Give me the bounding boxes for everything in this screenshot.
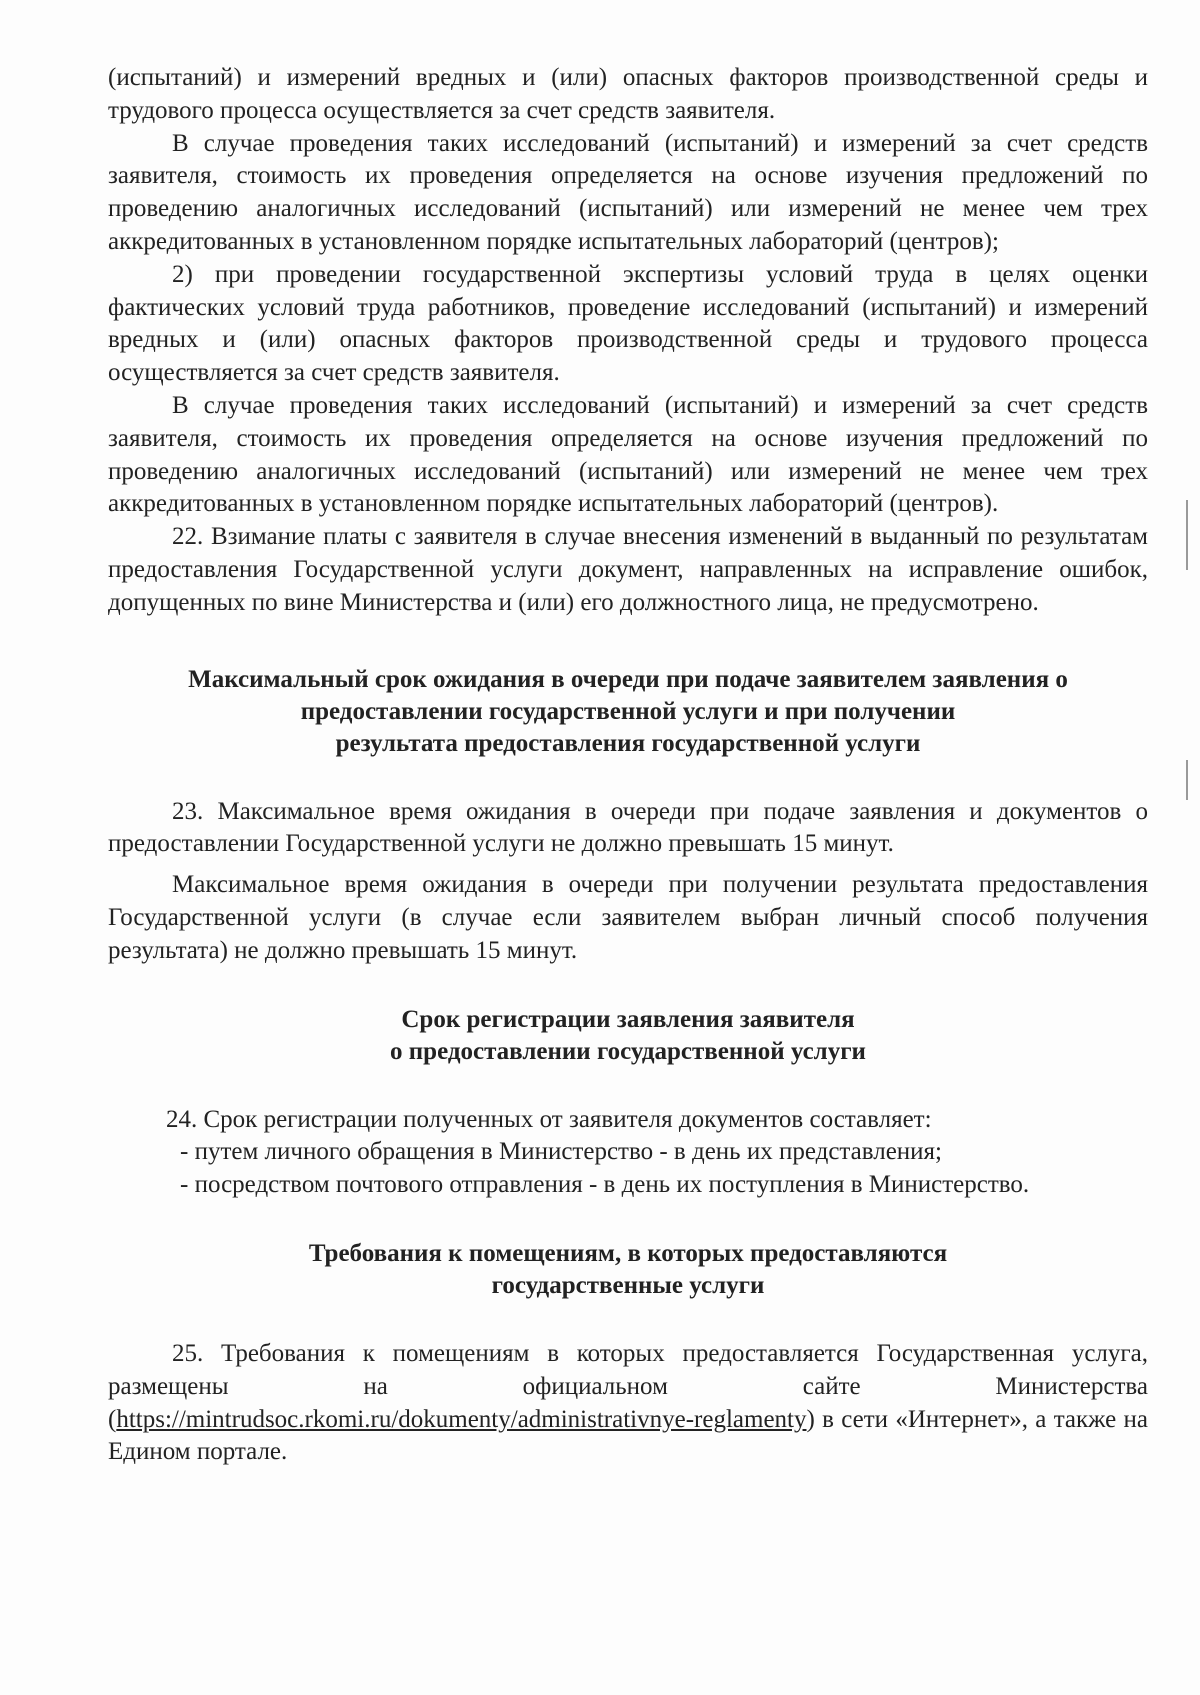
paragraph-continuation: (испытаний) и измерений вредных и (или) опасных факторов производственной среды и трудового процесса осуществляется за счет средств заявителя. — [108, 64, 1148, 124]
spacer — [108, 1302, 1148, 1338]
heading-premises — [108, 1238, 1148, 1302]
heading-queue — [108, 664, 1148, 760]
spacer — [108, 1068, 1148, 1104]
paragraph-item-2: 2) при проведении государственной экспертизы условий труда в целях оценки фактических условий труда работников, проведение исследований (испытаний) и измерений вредных и (или) опасных факторов производственной среды и трудового процесса осуществляется за счет средств заявителя. — [108, 260, 1148, 387]
list-item: - посредством почтового отправления - в день их поступления в Министерство. — [180, 1171, 1030, 1199]
heading-queue-line-3: результата предоставления государственной услуги — [335, 729, 921, 757]
list-item: - путем личного обращения в Министерство - в день их представления; — [180, 1138, 942, 1166]
scan-edge-mark — [1186, 500, 1188, 570]
paragraph-cost-2: В случае проведения таких исследований (испытаний) и измерений за счет средств заявителя, стоимость их проведения определяется на основе изучения предложений по проведению аналогичных исследований (испытаний) или измерений не менее чем трех аккредитованных в установленном порядке испытательных лабораторий (центров). — [108, 391, 1148, 518]
paragraph-24: 24. Срок регистрации полученных от заявителя документов составляет: — [166, 1105, 932, 1133]
spacer — [108, 861, 1148, 869]
heading-registration-line-2: о предоставлении государственной услуги — [390, 1037, 866, 1065]
paragraph-23-result: Максимальное время ожидания в очереди при получении результата предоставления Государственной услуги (в случае если заявителем выбран личный способ получения результата) не должно превышать 15 минут. — [108, 871, 1148, 964]
heading-premises-line-1: Требования к помещениям, в которых предоставляются — [308, 1239, 948, 1267]
heading-premises-line-2: государственные услуги — [491, 1271, 765, 1299]
paragraph-25 — [108, 1338, 1148, 1469]
paragraph-25-text: 25. Требования к помещениям в которых предоставляется Государственная услуга, размещены на официальном сайте Министерства ( — [108, 1339, 1148, 1433]
ministry-website-link[interactable]: https://mintrudsoc.rkomi.ru/dokumenty/administrativnye-reglamenty — [116, 1405, 807, 1433]
heading-registration-line-1: Срок регистрации заявления заявителя — [401, 1005, 855, 1033]
spacer — [108, 968, 1148, 1004]
spacer — [108, 760, 1148, 796]
heading-queue-line-1: Максимальный срок ожидания в очереди при подаче заявителем заявления о — [188, 665, 1068, 693]
document-body — [108, 62, 1148, 1469]
paragraph-22: 22. Взимание платы с заявителя в случае внесения изменений в выданный по результатам предоставления Государственной услуги документ, направленных на исправление ошибок, допущенных по вине Министерства и (или) его должностного лица, не предусмотрено. — [108, 523, 1148, 616]
scan-edge-mark — [1186, 760, 1188, 800]
paragraph-cost-1: В случае проведения таких исследований (испытаний) и измерений за счет средств заявителя, стоимость их проведения определяется на основе изучения предложений по проведению аналогичных исследований (испытаний) или измерений не менее чем трех аккредитованных в установленном порядке испытательных лабораторий (центров); — [108, 129, 1148, 255]
paragraph-23: 23. Максимальное время ожидания в очереди при подаче заявления и документов о предоставлении Государственной услуги не должно превышать 15 минут. — [108, 797, 1148, 858]
spacer — [108, 620, 1148, 664]
heading-queue-line-2: предоставлении государственной услуги и при получении — [300, 697, 956, 725]
registration-list — [108, 1104, 1148, 1202]
spacer — [108, 1202, 1148, 1238]
heading-registration — [108, 1004, 1148, 1068]
paragraph-25-text-end: ) в сети «Интернет», а также на Едином портале. — [108, 1405, 1148, 1466]
